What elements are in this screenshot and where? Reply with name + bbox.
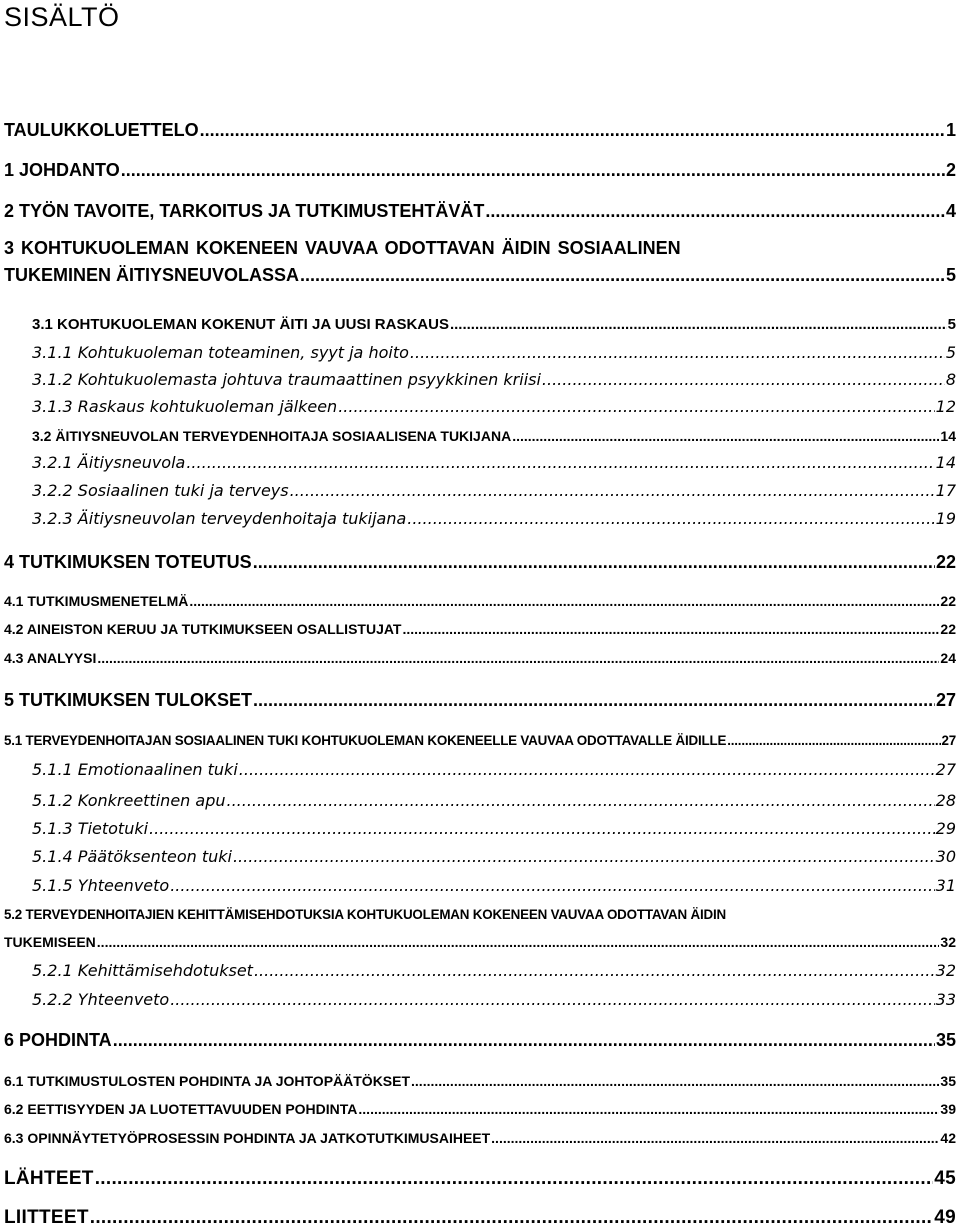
toc-entry[interactable] — [4, 160, 956, 181]
dot-leader — [727, 733, 940, 748]
toc-entry-label: 6.1 TUTKIMUSTULOSTEN POHDINTA JA JOHTOPÄÄTÖKSET — [4, 1073, 411, 1089]
toc-entry-page: 49 — [934, 1207, 956, 1228]
toc-entry[interactable] — [32, 428, 956, 444]
toc-entry-label: 5.1 TERVEYDENHOITAJAN SOSIAALINEN TUKI KOHTUKUOLEMAN KOKENEELLE VAUVAA ODOTTAVALLE ÄIDILLE — [4, 733, 727, 748]
toc-entry-label: 4.2 AINEISTON KERUU JA TUTKIMUKSEEN OSALLISTUJAT — [4, 621, 402, 637]
dot-leader — [170, 876, 934, 895]
toc-entry-label: TUKEMINEN ÄITIYSNEUVOLASSA — [4, 265, 300, 285]
dot-leader — [300, 265, 945, 286]
dot-leader — [200, 120, 945, 141]
toc-entry-page: 14 — [940, 428, 956, 444]
toc-entry-page: 5 — [945, 265, 956, 285]
toc-entry-page: 17 — [935, 481, 956, 500]
toc-entry-label: 5.1.5 Yhteenveto — [32, 876, 170, 895]
toc-entry-label: 4.3 ANALYYSI — [4, 650, 97, 666]
dot-leader — [290, 481, 935, 500]
dot-leader — [239, 760, 935, 779]
toc-entry-label: LIITTEET — [4, 1207, 89, 1228]
toc-entry-label: 5.1.2 Konkreettinen apu — [32, 791, 226, 810]
toc-entry-label: 5.2.2 Yhteenveto — [32, 990, 170, 1009]
toc-entry[interactable] — [32, 791, 956, 810]
toc-entry-page: 24 — [940, 650, 956, 666]
toc-entry[interactable] — [32, 397, 956, 416]
dot-leader — [226, 791, 934, 810]
dot-leader — [186, 453, 934, 472]
toc-entry-label: 3.2 ÄITIYSNEUVOLAN TERVEYDENHOITAJA SOSIAALISENA TUKIJANA — [32, 428, 512, 444]
toc-entry-page: 28 — [935, 791, 956, 810]
toc-entry-page: 4 — [945, 201, 956, 221]
dot-leader — [410, 343, 945, 362]
toc-entry-page: 22 — [940, 593, 956, 609]
toc-entry-label: 3.1.2 Kohtukuolemasta johtuva traumaattinen psyykkinen kriisi — [32, 370, 541, 389]
toc-entry-page: 35 — [935, 1030, 956, 1050]
toc-entry-label: 6.3 OPINNÄYTETYÖPROSESSIN POHDINTA JA JATKOTUTKIMUSAIHEET — [4, 1130, 491, 1146]
toc-entry-page: 12 — [935, 397, 956, 416]
toc-entry-label: 3.1 KOHTUKUOLEMAN KOKENUT ÄITI JA UUSI RASKAUS — [32, 316, 449, 333]
toc-entry-page: 32 — [935, 961, 956, 980]
dot-leader — [402, 621, 939, 637]
toc-entry-label: 3.2.3 Äitiysneuvolan terveydenhoitaja tukijana — [32, 509, 407, 528]
toc-entry[interactable] — [4, 265, 956, 286]
toc-entry-label: 6.2 EETTISYYDEN JA LUOTETTAVUUDEN POHDINTA — [4, 1101, 358, 1117]
dot-leader — [450, 316, 947, 333]
toc-entry[interactable] — [4, 120, 956, 141]
toc-entry[interactable] — [4, 934, 956, 950]
toc-entry-page: 22 — [940, 621, 956, 637]
toc-entry[interactable] — [32, 760, 956, 779]
dot-leader — [97, 650, 939, 666]
dot-leader — [253, 690, 935, 711]
toc-entry-label-line1: 3 KOHTUKUOLEMAN KOKENEEN VAUVAA ODOTTAVAN ÄIDIN SOSIAALINEN — [4, 238, 681, 258]
toc-entry-label: 1 JOHDANTO — [4, 160, 120, 180]
toc-entry-label: 5.1.1 Emotionaalinen tuki — [32, 760, 238, 779]
toc-entry-page: 32 — [940, 934, 956, 950]
toc-entry-page: 33 — [935, 990, 956, 1009]
page-title: SISÄLTÖ — [4, 2, 120, 32]
toc-entry-page: 27 — [941, 733, 956, 748]
toc-entry[interactable] — [4, 1130, 956, 1146]
toc-entry[interactable] — [4, 1168, 956, 1190]
toc-entry[interactable] — [32, 370, 956, 389]
toc-entry[interactable] — [4, 621, 956, 637]
dot-leader — [491, 1130, 939, 1146]
toc-entry[interactable] — [32, 509, 956, 528]
toc-entry-page: 5 — [945, 343, 956, 362]
toc-entry-label: 3.1.3 Raskaus kohtukuoleman jälkeen — [32, 397, 338, 416]
toc-entry-page: 27 — [935, 690, 956, 710]
toc-entry[interactable] — [4, 650, 956, 666]
toc-entry[interactable] — [32, 876, 956, 895]
toc-entry-label: 5.1.4 Päätöksenteon tuki — [32, 847, 232, 866]
toc-entry-label: 3.2.1 Äitiysneuvola — [32, 453, 186, 472]
dot-leader — [90, 1207, 934, 1229]
dot-leader — [512, 428, 939, 444]
toc-entry-label: LÄHTEET — [4, 1168, 94, 1189]
dot-leader — [407, 509, 934, 528]
toc-entry[interactable] — [32, 961, 956, 980]
toc-entry-page: 1 — [945, 120, 956, 140]
toc-entry-label: 4.1 TUTKIMUSMENETELMÄ — [4, 593, 189, 609]
dot-leader — [411, 1073, 939, 1089]
toc-entry[interactable] — [32, 343, 956, 362]
toc-entry-page: 39 — [940, 1101, 956, 1117]
toc-entry-page: 14 — [935, 453, 956, 472]
dot-leader — [233, 847, 935, 866]
toc-entry-label: 5.1.3 Tietotuki — [32, 819, 149, 838]
dot-leader — [253, 552, 935, 573]
toc-entry-label: 2 TYÖN TAVOITE, TARKOITUS JA TUTKIMUSTEHTÄVÄT — [4, 201, 485, 221]
toc-entry-label: 5.2.1 Kehittämisehdotukset — [32, 961, 253, 980]
toc-entry-page: 2 — [945, 160, 956, 180]
toc-entry-page: 8 — [945, 370, 956, 389]
toc-entry-label: 3.2.2 Sosiaalinen tuki ja terveys — [32, 481, 289, 500]
toc-entry-label: 5 TUTKIMUKSEN TULOKSET — [4, 690, 253, 710]
toc-entry-label-line1: 5.2 TERVEYDENHOITAJIEN KEHITTÄMISEHDOTUKSIA KOHTUKUOLEMAN KOKENEEN VAUVAA ODOTTAVAN ÄIDIN — [4, 907, 726, 922]
dot-leader — [170, 990, 934, 1009]
toc-entry[interactable] — [4, 593, 956, 609]
toc-entry-page: 30 — [935, 847, 956, 866]
toc-entry-page: 31 — [935, 876, 956, 895]
dot-leader — [97, 934, 940, 950]
toc-entry[interactable] — [32, 481, 956, 500]
toc-entry-label: 6 POHDINTA — [4, 1030, 112, 1050]
toc-entry-page: 42 — [940, 1130, 956, 1146]
dot-leader — [113, 1030, 935, 1051]
dot-leader — [254, 961, 935, 980]
toc-entry-page: 45 — [934, 1168, 956, 1189]
toc-entry-page: 35 — [940, 1073, 956, 1089]
toc-entry-label: TAULUKKOLUETTELO — [4, 120, 199, 140]
toc-entry-label: 4 TUTKIMUKSEN TOTEUTUS — [4, 552, 252, 572]
toc-entry[interactable] — [32, 990, 956, 1009]
dot-leader — [121, 160, 945, 181]
dot-leader — [485, 201, 945, 222]
toc-entry-label: TUKEMISEEN — [4, 934, 96, 950]
dot-leader — [95, 1168, 934, 1190]
toc-entry[interactable] — [4, 1207, 956, 1229]
toc-entry[interactable] — [4, 733, 956, 748]
dot-leader — [189, 593, 939, 609]
dot-leader — [542, 370, 945, 389]
toc-entry-page: 5 — [947, 316, 956, 333]
toc-entry[interactable] — [32, 316, 956, 333]
toc-entry-page: 29 — [935, 819, 956, 838]
toc-entry[interactable] — [4, 201, 956, 222]
toc-entry-page: 27 — [935, 760, 956, 779]
toc-entry[interactable] — [4, 1030, 956, 1051]
toc-entry[interactable] — [4, 1073, 956, 1089]
dot-leader — [149, 819, 935, 838]
toc-entry[interactable] — [32, 453, 956, 472]
toc-entry-label: 3.1.1 Kohtukuoleman toteaminen, syyt ja hoito — [32, 343, 409, 362]
toc-entry[interactable] — [32, 847, 956, 866]
toc-entry[interactable] — [32, 819, 956, 838]
toc-entry[interactable] — [4, 552, 956, 573]
dot-leader — [358, 1101, 939, 1117]
toc-entry[interactable] — [4, 1101, 956, 1117]
toc-entry-page: 19 — [935, 509, 956, 528]
toc-entry-page: 22 — [935, 552, 956, 572]
toc-entry[interactable] — [4, 690, 956, 711]
dot-leader — [338, 397, 934, 416]
